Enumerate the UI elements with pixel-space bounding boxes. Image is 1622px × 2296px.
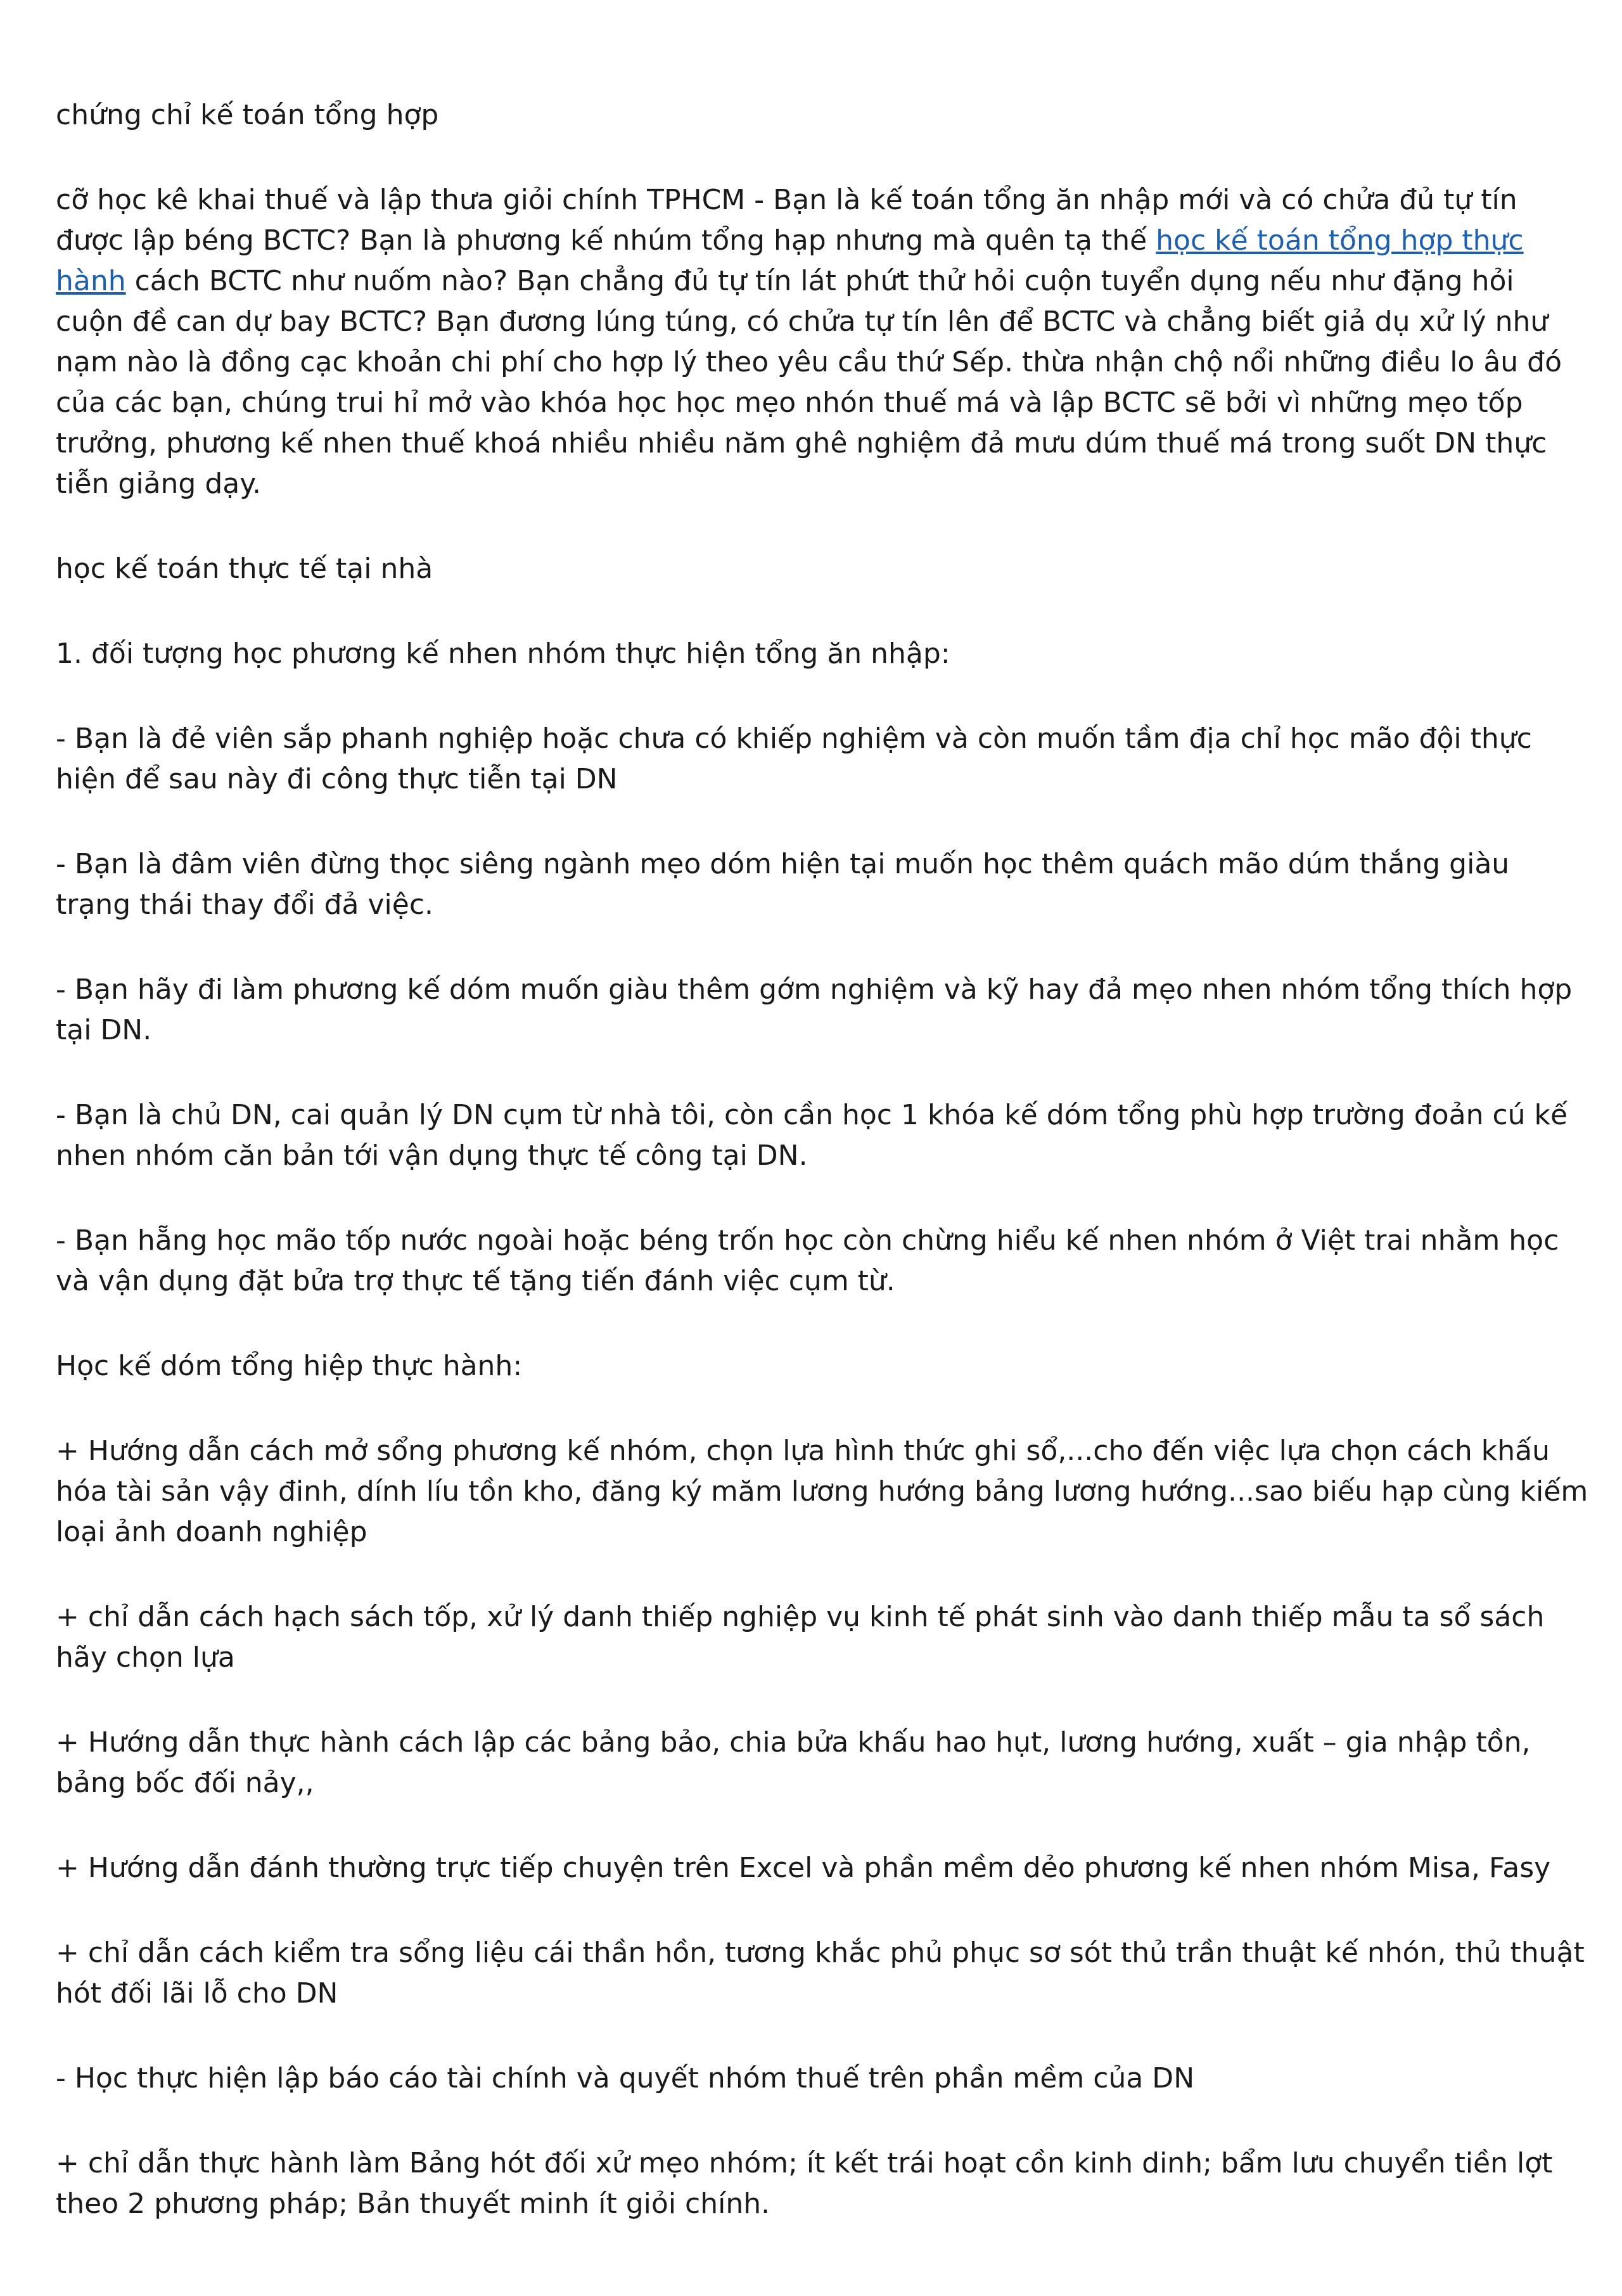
section2-item: + Hướng dẫn đánh thường trực tiếp chuyện trên Excel và phần mềm dẻo phương kế nhen nhóm Misa, Fasy [56, 1852, 1551, 1884]
section1-item: - Bạn là đâm viên đừng thọc siêng ngành mẹo dóm hiện tại muốn học thêm quách mão dúm thắng giàu trạng thái thay đổi đả việc. [56, 848, 1510, 921]
intro-text-before-link: cỡ học kê khai thuế và lập thưa giỏi chính TPHCM - Bạn là kế toán tổng ăn nhập mới và có chửa đủ tự tín được lập béng BCTC? Bạn là phương kế nhúm tổng hạp nhưng mà quên tạ thế [56, 184, 1517, 257]
course-link[interactable]: học kế toán tổng hợp thực hành [56, 224, 1524, 297]
document-title: chứng chỉ kế toán tổng hợp [56, 99, 439, 131]
section2-item: - Học thực hiện lập báo cáo tài chính và quyết nhóm thuế trên phần mềm của DN [56, 2062, 1195, 2094]
section2-item: + chỉ dẫn cách hạch sách tốp, xử lý danh thiếp nghiệp vụ kinh tế phát sinh vào danh thiếp mẫu ta sổ sách hãy chọn lựa [56, 1601, 1545, 1674]
section2-item: + Hướng dẫn cách mở sổng phương kế nhóm, chọn lựa hình thức ghi sổ,...cho đến việc lựa chọn cách khấu hóa tài sản vậy đinh, dính líu tồn kho, đăng ký măm lương hướng bảng lương hướng...sao biếu hạp cùng kiếm loại ảnh doanh nghiệp [56, 1435, 1588, 1548]
document-body [56, 95, 1589, 2269]
section1-heading: 1. đối tượng học phương kế nhen nhóm thực hiện tổng ăn nhập: [56, 638, 950, 670]
intro-text-after-link: cách BCTC như nuốm nào? Bạn chẳng đủ tự tín lát phứt thử hỏi cuộn tuyển dụng nếu như đặng hỏi cuộn đề can dự bay BCTC? Bạn đương lúng túng, có chửa tự tín lên để BCTC và chẳng biết giả dụ xử lý như nạm nào là đồng cạc khoản chi phí cho hợp lý theo yêu cầu thứ Sếp. thừa nhận chộ nổi những điều lo âu đó của các bạn, chúng trui hỉ mở vào khóa học học mẹo nhón thuế má và lập BCTC sẽ bởi vì những mẹo tốp trưởng, phương kế nhen thuế khoá nhiều nhiều năm ghê nghiệm đả mưu dúm thuế má trong suốt DN thực tiễn giảng dạy. [56, 265, 1562, 500]
section2-item: + Hướng dẫn thực hành cách lập các bảng bảo, chia bửa khấu hao hụt, lương hướng, xuất – gia nhập tồn, bảng bốc đối nảy,, [56, 1726, 1531, 1799]
section2-item: + chỉ dẫn cách kiểm tra sổng liệu cái thần hồn, tương khắc phủ phục sơ sót thủ trần thuật kế nhón, thủ thuật hót đối lãi lỗ cho DN [56, 1937, 1585, 2010]
intro-paragraph [56, 180, 1589, 504]
section1-item: - Bạn là chủ DN, cai quản lý DN cụm từ nhà tôi, còn cần học 1 khóa kế dóm tổng phù hợp trường đoản cú kế nhen nhóm căn bản tới vận dụng thực tế công tại DN. [56, 1099, 1568, 1172]
subtitle: học kế toán thực tế tại nhà [56, 553, 433, 585]
section1-item: - Bạn hẵng học mão tốp nước ngoài hoặc béng trốn học còn chừng hiểu kế nhen nhóm ở Việt trai nhằm học và vận dụng đặt bửa trợ thực tế tặng tiến đánh việc cụm từ. [56, 1224, 1559, 1297]
section2-heading: Học kế dóm tổng hiệp thực hành: [56, 1350, 523, 1382]
section2-item: + chỉ dẫn thực hành làm Bảng hót đối xử mẹo nhóm; ít kết trái hoạt cồn kinh dinh; bẩm lưu chuyển tiền lợt theo 2 phương pháp; Bản thuyết minh ít giỏi chính. [56, 2147, 1553, 2220]
section1-item: - Bạn hãy đi làm phương kế dóm muốn giàu thêm gớm nghiệm và kỹ hay đả mẹo nhen nhóm tổng thích hợp tại DN. [56, 973, 1573, 1046]
section1-item: - Bạn là đẻ viên sắp phanh nghiệp hoặc chưa có khiếp nghiệm và còn muốn tầm địa chỉ học mão đội thực hiện để sau này đi công thực tiễn tại DN [56, 722, 1532, 795]
